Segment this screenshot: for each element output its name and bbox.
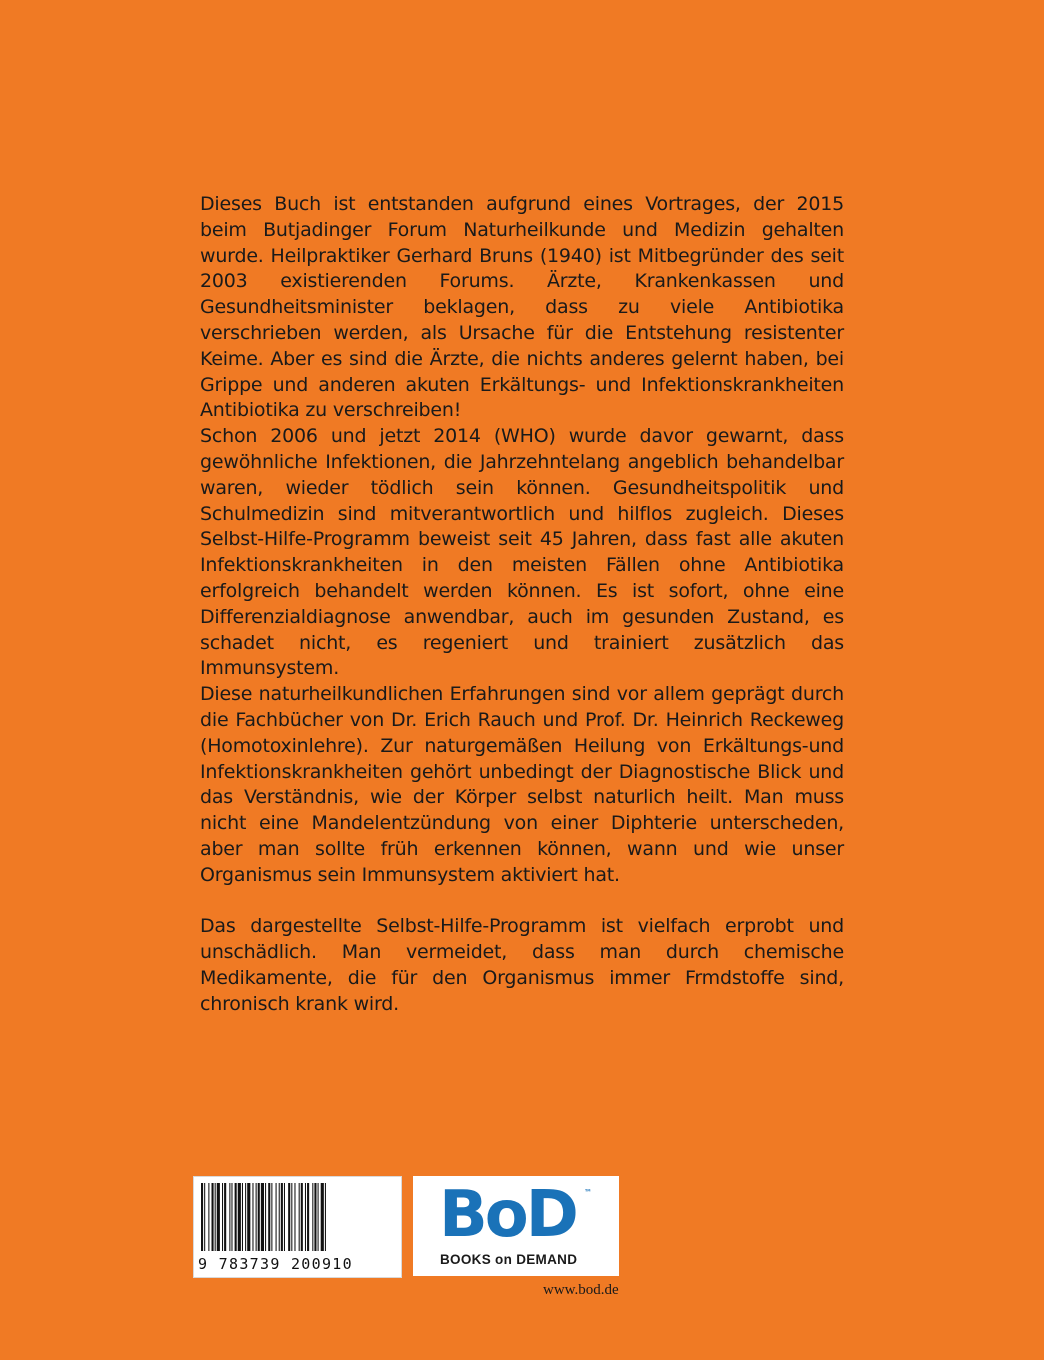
barcode-bar (279, 1183, 280, 1251)
publisher-tagline: BOOKS on DEMAND (440, 1252, 578, 1267)
back-cover-blurb (200, 192, 844, 1018)
barcode-bar (224, 1183, 226, 1251)
barcode-bar (245, 1183, 246, 1251)
barcode-bar (256, 1183, 257, 1251)
blurb-paragraph-1: Dieses Buch ist entstanden aufgrund eines Vortrages, der 2015 beim Butjadinger Forum Naturheilkunde und Medizin gehalten wurde. Heilpraktiker Gerhard Bruns (1940) ist Mitbegründer des seit 2003 existierenden Forums. Ärzte, Krankenkassen und Gesundheitsminister beklagen, dass zu viele Antibiotika verschrieben werden, als Ursache für die Entstehung resistenter Keime. Aber es sind die Ärzte, die nichts anderes gelernt haben, bei Grippe und anderen akuten Erkältungs- und Infektionskrankheiten Antibiotika zu verschreiben! (200, 193, 844, 422)
barcode-bar (252, 1183, 253, 1251)
barcode-bar (284, 1183, 285, 1251)
barcode-bar (215, 1183, 216, 1251)
barcode-bar (229, 1183, 230, 1251)
barcode-bar (204, 1183, 205, 1251)
blurb-paragraph-2: Schon 2006 und jetzt 2014 (WHO) wurde davor gewarnt, dass gewöhnliche Infektionen, die Jahrzehntelang angeblich behandelbar waren, wieder tödlich sein können. Gesundheitspolitik und Schulmedizin sind mitverantwortlich und hilflos zugleich. Dieses Selbst-Hilfe-Programm beweist seit 45 Jahren, dass fast alle akuten Infektionskrankheiten in den meisten Fällen ohne Antibiotika erfolgreich behandelt werden können. Es ist sofort, ohne eine Differenzialdiagnose anwendbar, auch im gesunden Zustand, es schadet nicht, es regeniert und trainiert zusätzlich das Immunsystem. (200, 425, 844, 680)
barcode-bar (294, 1183, 295, 1251)
barcode-bar (258, 1183, 260, 1251)
barcode-bars (201, 1183, 394, 1251)
barcode-bar (299, 1183, 300, 1251)
barcode-bar (217, 1183, 220, 1251)
barcode-bar (314, 1183, 316, 1251)
barcode-bar (265, 1183, 266, 1251)
barcode-bar (235, 1183, 237, 1251)
barcode-bar (305, 1183, 306, 1251)
blurb-paragraph-3: Diese naturheilkundlichen Erfahrungen sind vor allem geprägt durch die Fachbücher von Dr. Erich Rauch und Prof. Dr. Heinrich Reckeweg (Homotoxinlehre). Zur naturgemäßen Heilung von Erkältungs-und Infektionskrankheiten gehört unbedingt der Diagnostische Blick und das Verständnis, wie der Körper selbst naturlich heilt. Man muss nicht eine Mandelentzündung von einer Diphterie unterscheden, aber man sollte früh erkennen können, wann und wie unser Organismus sein Immunsystem aktiviert hat. (200, 683, 844, 886)
barcode-bar (301, 1183, 303, 1251)
barcode-bar (261, 1183, 264, 1251)
barcode-bar (212, 1183, 214, 1251)
barcode-bar (325, 1183, 326, 1251)
barcode-bar (242, 1183, 243, 1251)
barcode-bar (288, 1183, 290, 1251)
blurb-paragraph-4: Das dargestellte Selbst-Hilfe-Programm ist vielfach erprobt und unschädlich. Man vermeidet, dass man durch chemische Medikamente, die für den Organismus immer Frmdstoffe sind, chronisch krank wird. (200, 915, 844, 1015)
barcode-bar (238, 1183, 241, 1251)
barcode-bar (201, 1183, 203, 1251)
bod-logo: BoD (439, 1178, 576, 1252)
barcode-bar (281, 1183, 283, 1251)
barcode-bar (222, 1183, 223, 1251)
barcode-bar (321, 1183, 324, 1251)
barcode-bar (291, 1183, 292, 1251)
barcode-bar (208, 1183, 209, 1251)
trademark-symbol: ™ (584, 1188, 592, 1197)
barcode-bar (307, 1183, 309, 1251)
barcode-bar (271, 1183, 272, 1251)
isbn-number: 9 783739 200910 (198, 1255, 353, 1273)
barcode-bar (247, 1183, 250, 1251)
publisher-website: www.bod.de (543, 1282, 619, 1298)
barcode-bar (318, 1183, 319, 1251)
barcode-bar (312, 1183, 313, 1251)
publisher-logo-box (413, 1176, 619, 1276)
barcode-bar (231, 1183, 232, 1251)
barcode-bar (276, 1183, 277, 1251)
isbn-barcode (193, 1176, 402, 1278)
barcode-bar (268, 1183, 270, 1251)
